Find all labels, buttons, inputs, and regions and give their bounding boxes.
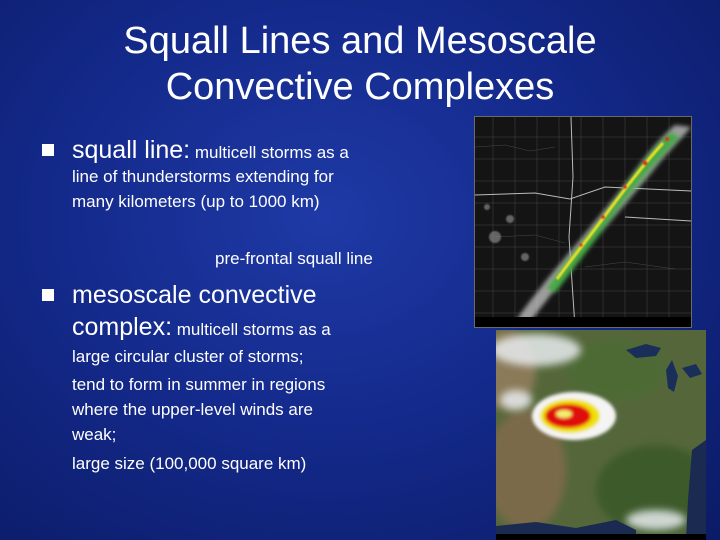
mcs-term-line-2: complex: [72,313,173,341]
bullet-2-lead: multicell storms as a [172,320,331,339]
mcs-term-line-1: mesoscale convective [72,281,317,309]
bullet-2-line-4: tend to form in summer in regions [72,375,326,394]
bullet-2-line-6: weak; [72,425,117,444]
squall-line-radar-image [474,116,692,328]
bullet-marker-2 [42,289,54,301]
bullet-1-first-line [72,136,349,165]
bullet-marker-1 [42,144,54,156]
bullet-1-lead: multicell storms as a [190,143,349,162]
title-line-1: Squall Lines and Mesoscale [123,20,597,62]
radar-caption: pre-frontal squall line [215,249,373,268]
bullet-2-line-7: large size (100,000 square km) [72,454,307,473]
title-line-2: Convective Complexes [165,66,555,108]
bullet-1-line-2: line of thunderstorms extending for [72,167,334,186]
bullet-2-line-3: large circular cluster of storms; [72,347,304,366]
mcs-satellite-image [496,330,706,540]
bullet-2-second-line [72,313,331,342]
bullet-1-line-3: many kilometers (up to 1000 km) [72,192,320,211]
slide-title [40,18,680,110]
squall-line-term: squall line: [72,136,191,164]
bullet-2-line-5: where the upper-level winds are [72,400,313,419]
